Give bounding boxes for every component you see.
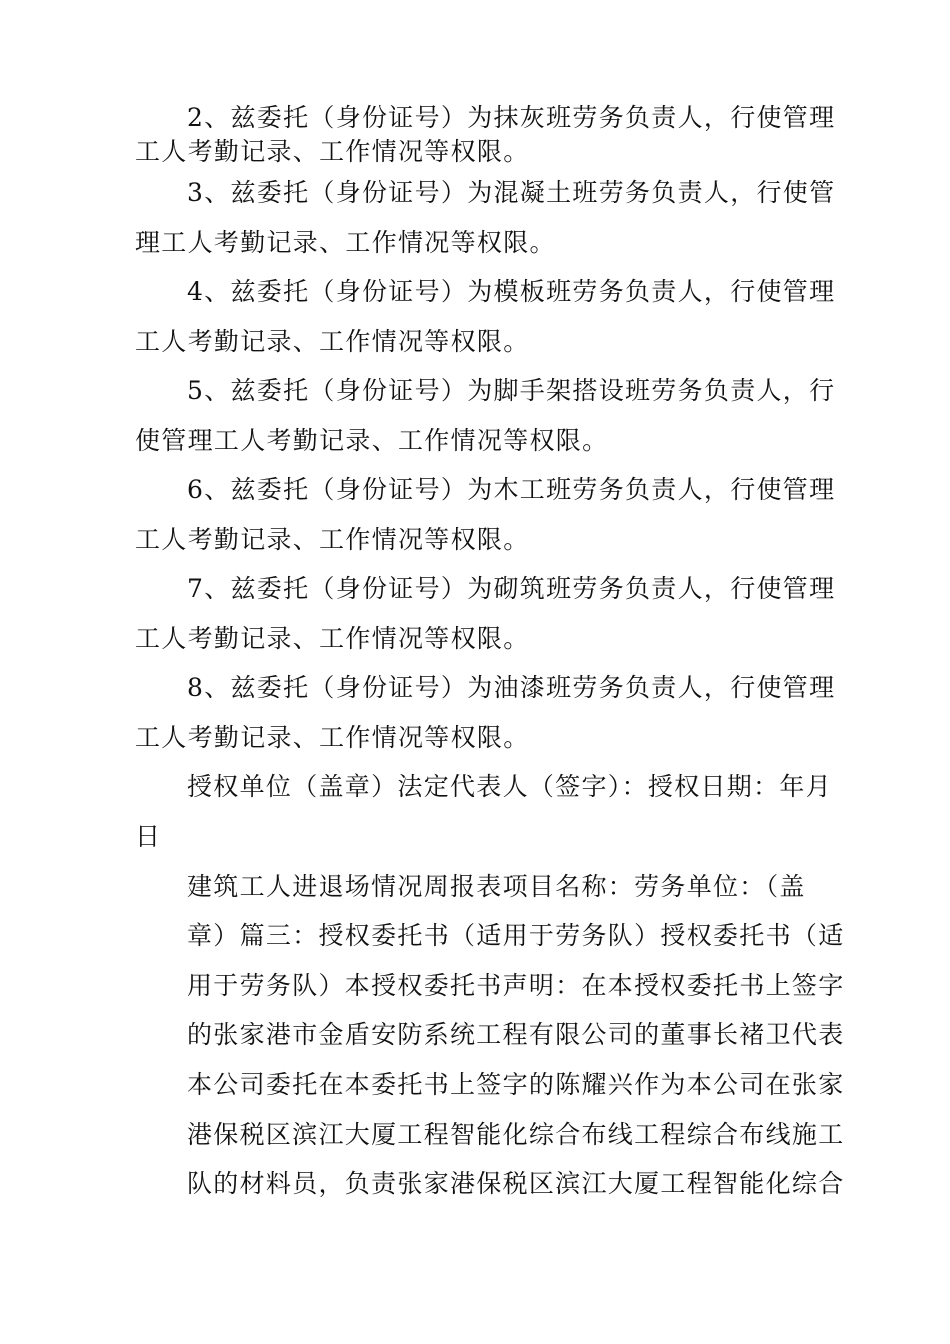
report-line-1: 建筑工人进退场情况周报表项目名称：劳务单位：（盖 xyxy=(187,872,806,901)
report-line-5: 本公司委托在本委托书上签字的陈耀兴作为本公司在张家 xyxy=(187,1070,845,1099)
item-4-line-2: 工人考勤记录、工作情况等权限。 xyxy=(135,327,530,356)
item-5-line-1: 5、兹委托（身份证号）为脚手架搭设班劳务负责人，行 xyxy=(187,376,836,405)
report-line-6: 港保税区滨江大厦工程智能化综合布线工程综合布线施工 xyxy=(187,1120,845,1149)
item-7-line-1: 7、兹委托（身份证号）为砌筑班劳务负责人，行使管理 xyxy=(187,574,836,603)
item-3-line-1: 3、兹委托（身份证号）为混凝土班劳务负责人，行使管 xyxy=(187,178,836,207)
report-line-4: 的张家港市金盾安防系统工程有限公司的董事长褚卫代表 xyxy=(187,1020,845,1049)
item-5-line-2: 使管理工人考勤记录、工作情况等权限。 xyxy=(135,426,609,455)
item-8-line-2: 工人考勤记录、工作情况等权限。 xyxy=(135,723,530,752)
item-6-line-1: 6、兹委托（身份证号）为木工班劳务负责人，行使管理 xyxy=(187,475,836,504)
item-2-line-1: 2、兹委托（身份证号）为抹灰班劳务负责人，行使管理 xyxy=(187,103,836,132)
item-2-line-2: 工人考勤记录、工作情况等权限。 xyxy=(135,137,530,166)
item-6-line-2: 工人考勤记录、工作情况等权限。 xyxy=(135,525,530,554)
report-line-3: 用于劳务队）本授权委托书声明：在本授权委托书上签字 xyxy=(187,971,845,1000)
report-line-7: 队的材料员，负责张家港保税区滨江大厦工程智能化综合 xyxy=(187,1169,845,1198)
signature-line-2: 日 xyxy=(135,822,162,851)
signature-line-1: 授权单位（盖章）法定代表人（签字）：授权日期：年月 xyxy=(187,772,833,801)
item-7-line-2: 工人考勤记录、工作情况等权限。 xyxy=(135,624,530,653)
item-4-line-1: 4、兹委托（身份证号）为模板班劳务负责人，行使管理 xyxy=(187,277,836,306)
item-8-line-1: 8、兹委托（身份证号）为油漆班劳务负责人，行使管理 xyxy=(187,673,836,702)
report-line-2: 章）篇三：授权委托书（适用于劳务队）授权委托书（适 xyxy=(187,921,845,950)
item-3-line-2: 理工人考勤记录、工作情况等权限。 xyxy=(135,228,556,257)
